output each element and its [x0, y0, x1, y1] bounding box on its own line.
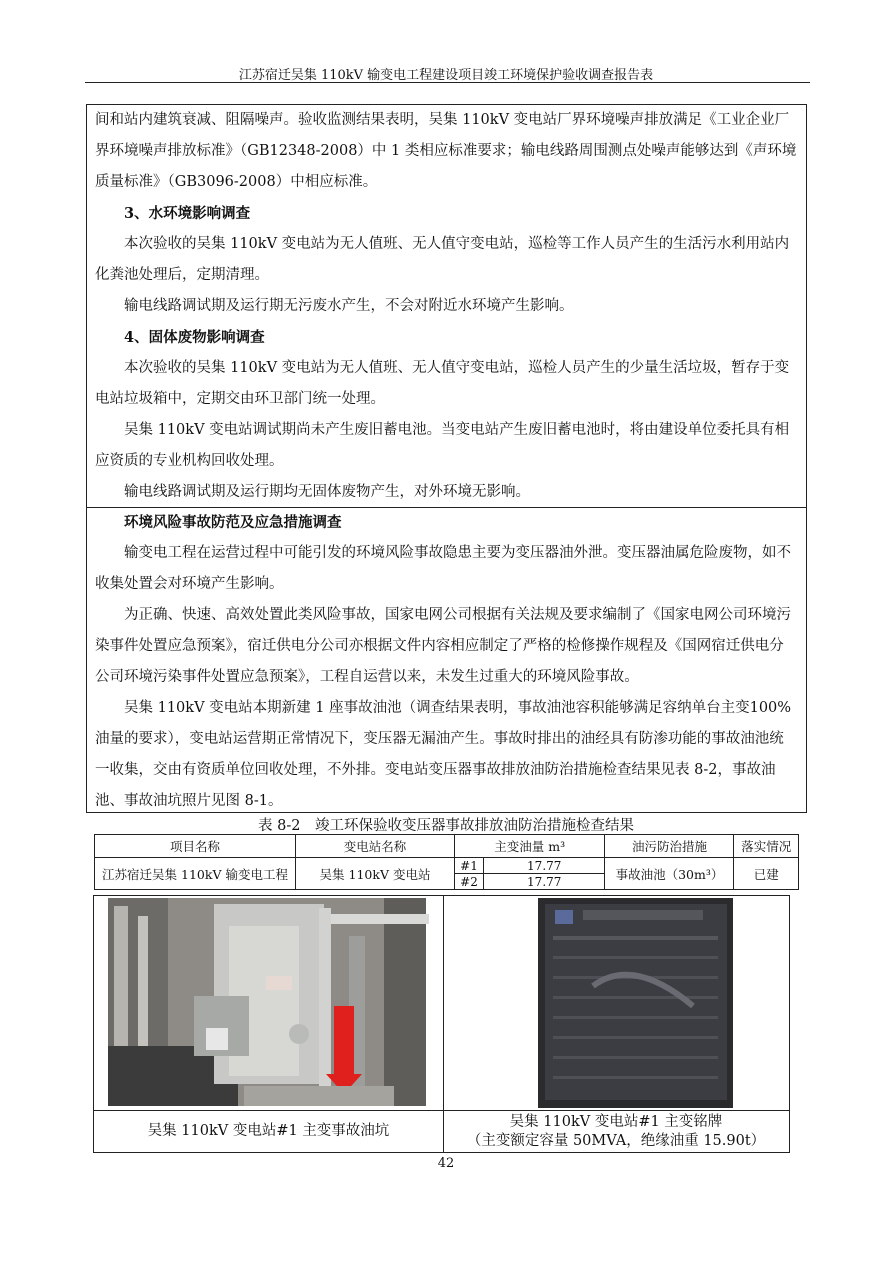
- paragraph-risk-3: 吴集 110kV 变电站本期新建 1 座事故油池（调查结果表明，事故油池容积能够满足容纳单台主变100%油量的要求），变电站运营期正常情况下，变压器无漏油产生。事故时排出的油经具有防渗功能的事故油池统一收集，交由有资质单位回收处理，不外排。变电站变压器事故排放油防治措施检查结果见表 8-2，事故油池、事故油坑照片见图 8-1。: [95, 700, 792, 809]
- cell-oil-value: 17.77: [484, 858, 605, 874]
- cell-station: 吴集 110kV 变电站: [296, 858, 455, 890]
- col-measure: 油污防治措施: [605, 835, 734, 858]
- heading-water: 3、水环境影响调查: [124, 205, 251, 222]
- photo-caption-right-line2: （主变额定容量 50MVA，绝缘油重 15.90t）: [466, 1133, 766, 1149]
- cell-transformer-id: #1: [455, 858, 484, 874]
- nameplate-photo-image: [443, 896, 789, 1110]
- page-number: 42: [437, 1156, 455, 1171]
- cell-transformer-id: #2: [455, 874, 484, 890]
- paragraph-risk-2: 为正确、快速、高效处置此类风险事故，国家电网公司根据有关法规及要求编制了《国家电网公司环境污染事件处置应急预案》，宿迁供电分公司亦根据文件内容相应制定了严格的检修操作规程及《国网宿迁供电分公司环境污染事件处置应急预案》，工程自运营以来，未发生过重大的环境风险事故。: [95, 607, 791, 685]
- photo-caption-right-line1: 吴集 110kV 变电站#1 主变铭牌: [509, 1114, 723, 1130]
- photo-nameplate: [443, 896, 789, 1110]
- photo-grid: [93, 895, 790, 1153]
- table-header-row: [95, 835, 799, 858]
- heading-risk: 环境风险事故防范及应急措施调查: [124, 514, 342, 531]
- photo-caption-right: [443, 1110, 789, 1152]
- paragraph-waste-2: 吴集 110kV 变电站调试期尚未产生废旧蓄电池。当变电站产生废旧蓄电池时，将由建设单位委托具有相应资质的专业机构回收处理。: [95, 422, 790, 469]
- cell-project: 江苏宿迁吴集 110kV 输变电工程: [95, 858, 296, 890]
- content-box-2: [86, 507, 807, 813]
- header-rule: [85, 82, 810, 83]
- content-box-1: [86, 104, 807, 508]
- paragraph-noise: 间和站内建筑衰减、阻隔噪声。验收监测结果表明，吴集 110kV 变电站厂界环境噪声排放满足《工业企业厂界环境噪声排放标准》（GB12348-2008）中 1 类相应标准要求；输电线路周围测点处噪声能够达到《声环境质量标准》（GB3096-2008）中相应标准。: [95, 112, 797, 190]
- paragraph-water-2: 输电线路调试期及运行期无污废水产生，不会对附近水环境产生影响。: [124, 298, 574, 314]
- cell-measure: 事故油池（30m³）: [605, 858, 734, 890]
- col-status: 落实情况: [734, 835, 799, 858]
- cell-status: 已建: [734, 858, 799, 890]
- oil-pit-photo-image: [94, 896, 443, 1110]
- table-caption: 表 8-2 竣工环保验收变压器事故排放油防治措施检查结果: [258, 818, 634, 834]
- col-station: 变电站名称: [296, 835, 455, 858]
- paragraph-risk-1: 输变电工程在运营过程中可能引发的环境风险事故隐患主要为变压器油外泄。变压器油属危险废物，如不收集处置会对环境产生影响。: [95, 545, 791, 592]
- cell-oil-value: 17.77: [484, 874, 605, 890]
- page-header-title: 江苏宿迁吴集 110kV 输变电工程建设项目竣工环境保护验收调查报告表: [238, 68, 654, 83]
- paragraph-water-1: 本次验收的吴集 110kV 变电站为无人值班、无人值守变电站，巡检等工作人员产生的生活污水利用站内化粪池处理后，定期清理。: [95, 236, 790, 283]
- table-row: [95, 858, 799, 874]
- paragraph-waste-3: 输电线路调试期及运行期均无固体废物产生，对外环境无影响。: [124, 484, 530, 500]
- heading-solid-waste: 4、固体废物影响调查: [124, 329, 265, 346]
- col-project: 项目名称: [95, 835, 296, 858]
- photo-caption-left: 吴集 110kV 变电站#1 主变事故油坑: [94, 1110, 444, 1153]
- oil-check-table: [94, 834, 799, 890]
- col-oil: 主变油量 m³: [455, 835, 605, 858]
- paragraph-waste-1: 本次验收的吴集 110kV 变电站为无人值班、无人值守变电站，巡检人员产生的少量生活垃圾，暂存于变电站垃圾箱中，定期交由环卫部门统一处理。: [95, 360, 790, 407]
- photo-oil-pit: [94, 896, 444, 1110]
